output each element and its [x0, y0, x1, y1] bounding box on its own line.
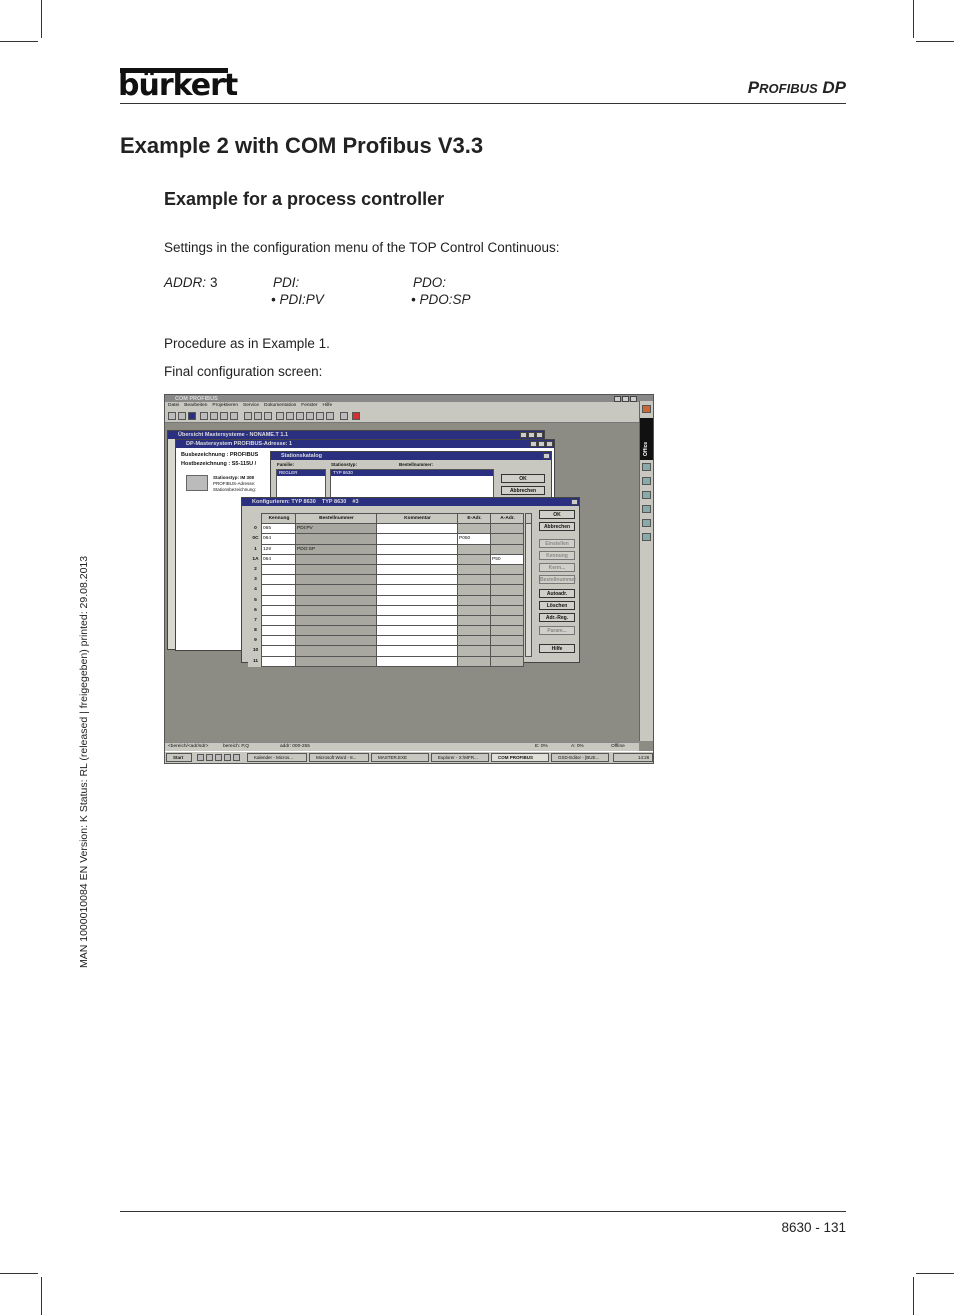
menu-bar: [165, 402, 641, 410]
stationstyp-selected-item[interactable]: TYP 8630: [331, 470, 493, 476]
grid-cell-a-adr[interactable]: P50: [490, 554, 524, 565]
config-ok-button[interactable]: OK: [539, 510, 575, 519]
crop-mark: [41, 1277, 42, 1315]
crop-mark: [916, 1273, 954, 1274]
stationstyp-list[interactable]: [330, 469, 494, 499]
crop-mark: [916, 41, 954, 42]
table-row: [248, 625, 523, 635]
intro-text: Settings in the configuration menu of the TOP Control Continuous:: [164, 240, 560, 255]
minimize-icon[interactable]: [530, 441, 537, 447]
dp-window-title: DP-Mastersystem PROFIBUS-Adresse: 1: [186, 441, 293, 447]
table-row: [248, 656, 523, 666]
maximize-icon[interactable]: [528, 432, 535, 438]
pdo-label: PDO:: [413, 275, 447, 290]
grid-row-index: 7: [248, 615, 262, 626]
crop-mark: [0, 1273, 38, 1274]
kenn-button[interactable]: Kenn...: [539, 563, 575, 572]
grid-row-index: 0C: [248, 533, 262, 544]
taskbar-master[interactable]: MASTER.EXE: [371, 753, 429, 762]
app-title-bar: [165, 395, 653, 402]
grid-row-index: 8: [248, 625, 262, 636]
office-app-icon[interactable]: [642, 505, 651, 513]
station-icon[interactable]: [286, 412, 294, 420]
footer-rule: [120, 1211, 846, 1212]
menu-datei[interactable]: Datei: [168, 403, 180, 408]
grid-cell-kennung[interactable]: 065: [261, 523, 296, 534]
section-header-rest: ROFIBUS: [759, 81, 818, 96]
menu-fenster[interactable]: Fenster: [301, 403, 318, 408]
taskbar-kalender[interactable]: Kalender - Micros...: [247, 753, 307, 762]
master-station-icon[interactable]: [186, 475, 208, 491]
grid-cell-a-adr[interactable]: [490, 656, 524, 667]
einstellen-button[interactable]: Einstellen: [539, 539, 575, 548]
catalog-col-stationstyp: Stationstyp:: [331, 462, 358, 467]
office-label: Office: [643, 441, 649, 456]
maximize-icon[interactable]: [538, 441, 545, 447]
configure-title-bar: [242, 498, 579, 506]
help-icon[interactable]: [352, 412, 360, 420]
status-bar: [165, 742, 639, 751]
table-row: [248, 523, 523, 533]
grid-cell-kommentar[interactable]: [376, 656, 458, 667]
office-logo-icon[interactable]: [642, 405, 651, 413]
config-grid-header: [248, 513, 523, 523]
status-e: E: 0%: [535, 744, 548, 749]
station-catalog-dialog: [270, 451, 552, 503]
section-header-suffix: DP: [822, 78, 846, 97]
quicklaunch-icon[interactable]: [224, 754, 231, 761]
master-window-buttons: [520, 432, 543, 438]
cut-icon[interactable]: [210, 412, 218, 420]
office-app-icon[interactable]: [642, 533, 651, 541]
grid-cell-bestellnummer[interactable]: PDO:SP: [295, 544, 377, 555]
bus-name: Busbezeichnung : PROFIBUS: [181, 452, 259, 458]
config-cancel-button[interactable]: Abbrechen: [539, 522, 575, 531]
familie-selected-item[interactable]: REGLER: [277, 470, 325, 476]
table-row: [248, 595, 523, 605]
taskbar-gsd-editor[interactable]: GSD-Editor - [BUE...: [551, 753, 609, 762]
grid-header-kommentar: Kommentar: [376, 513, 458, 524]
catalog-ok-button[interactable]: OK: [501, 474, 545, 483]
close-icon[interactable]: [546, 441, 553, 447]
grid-row-index: 2: [248, 564, 262, 575]
table-row: [248, 584, 523, 594]
wrench-icon[interactable]: [326, 412, 334, 420]
addr-value: 3: [210, 275, 218, 290]
taskbar-com-profibus[interactable]: COM PROFIBUS: [491, 753, 549, 762]
catalog-window-buttons: [543, 453, 550, 459]
configure-window-buttons: [571, 499, 578, 505]
open-icon[interactable]: [178, 412, 186, 420]
catalog-col-familie: Familie:: [277, 462, 295, 467]
crop-mark: [41, 0, 42, 38]
configure-address: #3: [352, 499, 359, 505]
familie-list[interactable]: [276, 469, 326, 499]
close-icon[interactable]: [536, 432, 543, 438]
profibus-address-note: PROFIBUS-Adresse:: [213, 481, 256, 486]
loeschen-button[interactable]: Löschen: [539, 601, 575, 610]
taskbar-explorer[interactable]: Explorer - X:\MFR...: [431, 753, 489, 762]
config-grid-body: [248, 523, 523, 666]
office-app-icon[interactable]: [642, 491, 651, 499]
grid-cell-kennung[interactable]: [261, 656, 296, 667]
grid-cell-bestellnummer[interactable]: PDI:PV: [295, 523, 377, 534]
addr-label: ADDR:: [164, 275, 207, 290]
office-label-strip: [640, 418, 653, 460]
taskbar-clock: 14:26: [613, 753, 653, 762]
final-screen-label: Final configuration screen:: [164, 364, 323, 379]
grid-row-index: 6: [248, 605, 262, 616]
brand-name: bürkert: [118, 68, 238, 103]
kennung-button[interactable]: Kennung: [539, 551, 575, 560]
document-metadata: MAN 1000010084 EN Version: K Status: RL (released | freigegeben) printed: 29.08.2013: [78, 555, 90, 968]
table-row: [248, 615, 523, 625]
dp-window-title-bar: [176, 440, 554, 448]
grid-scrollbar[interactable]: [525, 513, 532, 657]
pdi-label: PDI:: [273, 275, 300, 290]
header-rule: [120, 103, 846, 104]
crop-mark: [913, 1277, 914, 1315]
status-mode: Offline: [611, 744, 625, 749]
configure-title: Konfigurieren: TYP 8630: [252, 499, 316, 505]
table-row: [248, 605, 523, 615]
grid-row-index: 5: [248, 595, 262, 606]
copy-icon[interactable]: [220, 412, 228, 420]
quicklaunch-icon[interactable]: [215, 754, 222, 761]
grid-cell-kennung[interactable]: 064: [261, 533, 296, 544]
adr-reg-button[interactable]: Adr.-Reg.: [539, 613, 575, 622]
autoadr-button[interactable]: Autoadr.: [539, 589, 575, 598]
config-grid: [248, 513, 523, 666]
print-icon[interactable]: [200, 412, 208, 420]
quicklaunch-icon[interactable]: [197, 754, 204, 761]
dp-window-buttons: [530, 441, 553, 447]
procedure-text: Procedure as in Example 1.: [164, 336, 330, 351]
minimize-icon[interactable]: [520, 432, 527, 438]
page-number: 8630 - 131: [781, 1220, 846, 1235]
tool-icon[interactable]: [316, 412, 324, 420]
toolbar: [165, 410, 641, 423]
status-range-hint: <bereich/<adr/sdr>: [168, 744, 209, 749]
taskbar-word[interactable]: Microsoft Word - 8...: [309, 753, 369, 762]
office-app-icon[interactable]: [642, 519, 651, 527]
menu-projektieren[interactable]: Projektieren: [212, 403, 239, 408]
status-area: bereich: P,Q: [223, 744, 250, 749]
host-name: Hostbezeichnung : S5-115U /: [181, 461, 257, 467]
grid-row-index: 0: [248, 523, 262, 534]
quicklaunch-icon[interactable]: [206, 754, 213, 761]
table-row: [248, 554, 523, 564]
slave-icon[interactable]: [254, 412, 262, 420]
status-address: addr: 000-255: [280, 744, 310, 749]
table-row: [248, 574, 523, 584]
office-app-icon[interactable]: [642, 477, 651, 485]
crop-mark: [913, 0, 914, 38]
section-header: [748, 78, 846, 98]
configure-dialog: [241, 497, 580, 663]
paste-icon[interactable]: [230, 412, 238, 420]
grid-row-index: 9: [248, 635, 262, 646]
scroll-thumb[interactable]: [526, 514, 531, 524]
office-app-icon[interactable]: [642, 463, 651, 471]
pdi-item: • PDI:PV: [271, 292, 324, 307]
table-row: [248, 544, 523, 554]
taskbar: [165, 751, 654, 763]
menu-hilfe[interactable]: Hilfe: [322, 403, 333, 408]
quicklaunch-icon[interactable]: [233, 754, 240, 761]
menu-service[interactable]: Service: [243, 403, 260, 408]
save-icon[interactable]: [188, 412, 196, 420]
new-icon[interactable]: [168, 412, 176, 420]
grid-row-index: 4: [248, 584, 262, 595]
configure-icon[interactable]: [264, 412, 272, 420]
catalog-title-bar: [271, 452, 551, 460]
catalog-title: Stationskatalog: [281, 453, 322, 459]
grid-cell-kennung[interactable]: 064: [261, 554, 296, 565]
close-icon[interactable]: [543, 453, 550, 459]
configure-station: TYP 8630: [321, 499, 347, 505]
table-row: [248, 645, 523, 655]
grid-header-kennung: Kennung: [261, 513, 296, 524]
table-row: [248, 564, 523, 574]
master-icon[interactable]: [244, 412, 252, 420]
grid-row-index: 1: [248, 544, 262, 555]
grid-header-e-adr: E-Adr.: [457, 513, 491, 524]
grid-header-bestellnummer: Bestellnummer: [295, 513, 377, 524]
master-window-title: Übersicht Mastersysteme - NONAME.T 1.1: [178, 432, 289, 438]
grid-cell-kennung[interactable]: 129: [261, 544, 296, 555]
close-icon[interactable]: [571, 499, 578, 505]
catalog-col-bestellnummer: Bestellnummer:: [399, 462, 434, 467]
grid-row-index: 3: [248, 574, 262, 585]
catalog-cancel-button[interactable]: Abbrechen: [501, 486, 545, 495]
section-subtitle: Example for a process controller: [164, 189, 445, 209]
start-button[interactable]: Start: [166, 753, 192, 762]
office-shortcut-bar: [639, 401, 653, 741]
menu-bearbeiten[interactable]: Bearbeiten: [184, 403, 208, 408]
export-icon[interactable]: [296, 412, 304, 420]
station-type-note: Stationstyp: IM 308: [213, 475, 255, 480]
grid-row-index: 10: [248, 645, 262, 656]
app-title: COM PROFIBUS: [175, 396, 218, 402]
config-screenshot: [164, 394, 654, 764]
section-header-initial: P: [747, 78, 760, 97]
pdo-item: • PDO:SP: [411, 292, 471, 307]
grid-row-index: 11: [248, 656, 262, 667]
bestellnummer-button[interactable]: Bestellnummer: [540, 577, 577, 583]
menu-dokumentation[interactable]: Dokumentation: [264, 403, 297, 408]
crop-mark: [0, 41, 38, 42]
grid-header-a-adr: A-Adr.: [490, 513, 524, 524]
grid-cell-e-adr[interactable]: P050: [457, 533, 491, 544]
page-title: Example 2 with COM Profibus V3.3: [120, 133, 484, 158]
station-designation-note: Stationsbezeichnung:: [213, 487, 257, 492]
grid-row-index: 1A: [248, 554, 262, 565]
brand-logo: [118, 68, 238, 103]
param-button[interactable]: Param...: [539, 626, 575, 635]
status-a: A: 0%: [571, 744, 584, 749]
table-row: [248, 635, 523, 645]
grid-icon[interactable]: [306, 412, 314, 420]
grid-cell-bestellnummer[interactable]: [295, 656, 377, 667]
bus-icon[interactable]: [276, 412, 284, 420]
settings-icon[interactable]: [340, 412, 348, 420]
config-help-button[interactable]: Hilfe: [539, 644, 575, 653]
table-row: [248, 533, 523, 543]
grid-cell-e-adr[interactable]: [457, 656, 491, 667]
master-window-title-bar: [168, 431, 544, 439]
